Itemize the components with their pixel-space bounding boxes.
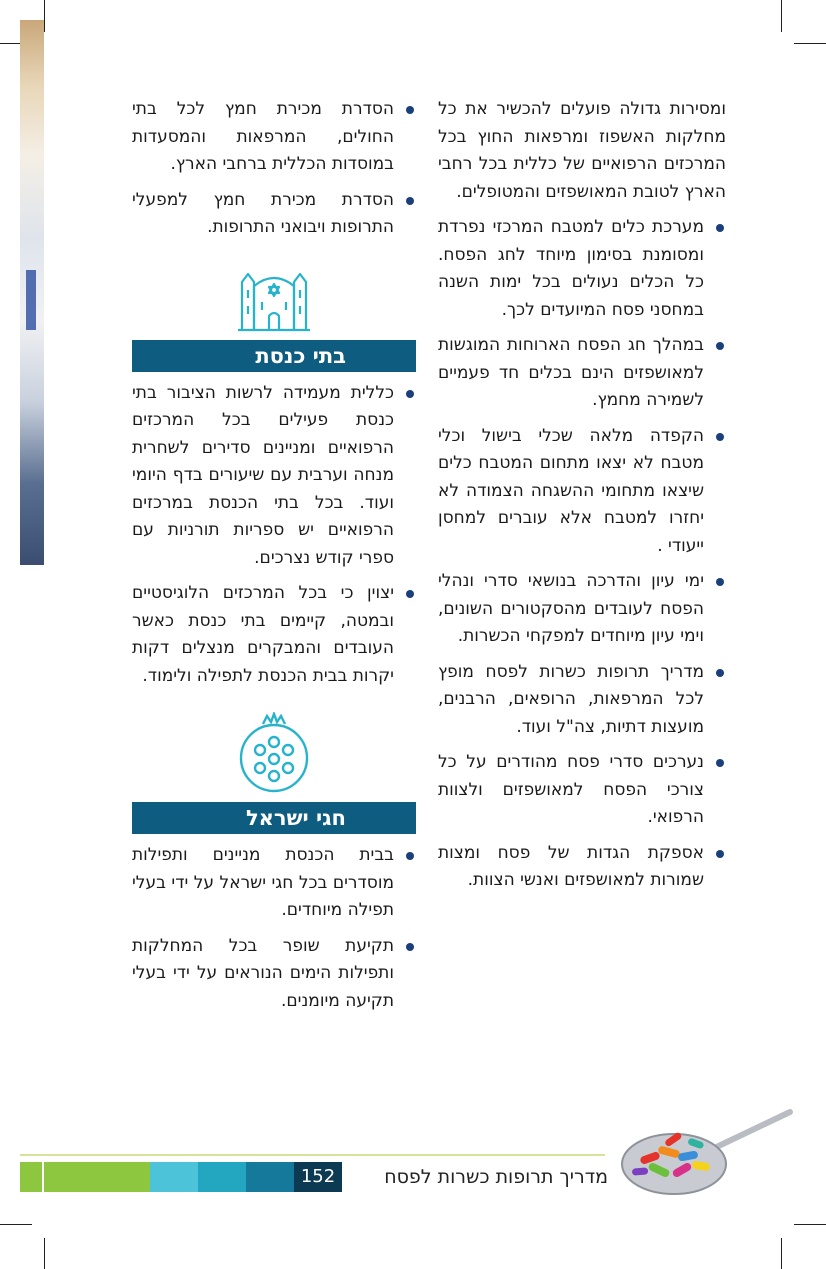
list-item-text: תקיעת שופר בכל המחלקות ותפילות הימים הנוראים על ידי בעלי תקיעה מיומנים. (132, 935, 394, 1011)
list-item (438, 840, 726, 895)
list-item-text: מדריך תרופות כשרות לפסח מופץ לכל המרפאות, הרופאים, הרבנים, מועצות דתיות, צה"ל ועוד. (438, 661, 704, 737)
bullet-dot (716, 578, 724, 586)
synagogue-icon (236, 262, 312, 332)
list-item-text: מערכת כלים למטבח המרכזי נפרדת ומסומנת בסימון מיוחד לחג הפסח. כל הכלים נעולים בכל ימות השנה במחסני פסח המיועדים לכך. (438, 217, 704, 320)
crop-mark (781, 1238, 782, 1269)
bullet-dot (406, 852, 414, 860)
list-item-text: במהלך חג הפסח הארוחות המוגשות למאושפזים הינם בכלים חד פעמיים לשמירה מחמץ. (438, 335, 704, 410)
left-top-bullet-list (132, 96, 416, 242)
crop-mark (44, 0, 45, 32)
footer-segment (44, 1162, 150, 1192)
bullet-dot (406, 390, 414, 398)
footer-segment (198, 1162, 246, 1192)
footer-segment (150, 1162, 198, 1192)
list-item (438, 423, 726, 561)
section-header-synagogues: בתי כנסת (132, 340, 416, 372)
page-number: 152 (294, 1162, 342, 1192)
list-item-text: ימי עיון והדרכה בנושאי סדרי ונהלי הפסח לעובדים מהסקטורים השונים, וימי עיון מיוחדים למפקחי הכשרות. (438, 571, 704, 646)
list-item (132, 933, 416, 1016)
bullet-dot (716, 224, 724, 232)
list-item (438, 749, 726, 832)
right-column (438, 96, 726, 903)
list-item-text: יצוין כי בכל המרכזים הלוגיסטיים ובמטה, קיימים בתי כנסת כאשר העובדים והמבקרים מנצלים דקות יקרות בבית הכנסת לתפילה ולימוד. (132, 583, 394, 686)
bullet-dot (406, 197, 414, 205)
section-header-holidays: חגי ישראל (132, 802, 416, 834)
bullet-dot (716, 759, 724, 767)
crop-mark (44, 1238, 45, 1269)
list-item-text: כללית מעמידה לרשות הציבור בתי כנסת פעילים בכל המרכזים הרפואיים ומניינים סדירים לשחרית מנחה וערבית עם שיעורים בדף היומי ועוד. בכל בתי הכנסת במרכזים הרפואיים יש ספריות תורניות עם ספרי קודש נצרכים. (132, 382, 394, 568)
list-item (132, 380, 416, 573)
bullet-dot (406, 106, 414, 114)
footer-title: מדריך תרופות כשרות לפסח (384, 1166, 608, 1188)
right-bullet-list (438, 214, 726, 895)
list-item (132, 842, 416, 925)
bullet-dot (406, 943, 414, 951)
list-item-text: הסדרת מכירת חמץ למפעלי התרופות ויבואני התרופות. (132, 189, 394, 237)
holidays-bullet-list (132, 842, 416, 1015)
footer-segment (20, 1162, 42, 1192)
continuation-paragraph: ומסירות גדולה פועלים להכשיר את כל מחלקות האשפוז ומרפאות החוץ בכל המרכזים הרפואיים של כללית בכל רחבי הארץ לטובת המאושפזים והמטופלים. (438, 99, 726, 202)
list-item (132, 187, 416, 242)
crop-mark (781, 0, 782, 32)
bullet-dot (716, 342, 724, 350)
crop-mark (794, 43, 826, 44)
bullet-dot (716, 669, 724, 677)
pomegranate-icon (233, 712, 315, 794)
synagogue-icon-box (132, 262, 416, 332)
pomegranate-icon-box (132, 712, 416, 794)
left-column (132, 96, 416, 1023)
footer-rule (20, 1154, 605, 1156)
list-item (132, 96, 416, 179)
list-item-text: הסדרת מכירת חמץ לכל בתי החולים, המרפאות והמסעדות במוסדות הכללית ברחבי הארץ. (132, 99, 394, 174)
list-item (132, 580, 416, 690)
crop-mark (794, 1224, 826, 1225)
list-item (438, 332, 726, 415)
list-item-text: בבית הכנסת מניינים ותפילות מוסדרים בכל חגי ישראל על ידי בעלי תפילה מיוחדים. (132, 845, 394, 920)
list-item (438, 659, 726, 742)
list-item-text: נערכים סדרי פסח מהודרים על כל צורכי הפסח למאושפזים ולצוות הרפואי. (438, 752, 704, 827)
list-item (438, 214, 726, 324)
footer-color-bar (20, 1162, 342, 1192)
footer-segment (246, 1162, 294, 1192)
list-item (438, 568, 726, 651)
bullet-dot (406, 590, 414, 598)
photo-strip (20, 20, 44, 565)
crop-mark (0, 1224, 32, 1225)
list-item-text: אספקת הגדות של פסח ומצות שמורות למאושפזים ואנשי הצוות. (438, 842, 704, 890)
list-item-text: הקפדה מלאה שכלי בישול וכלי מטבח לא יצאו מתחום המטבח כלים שיצאו מתחומי ההשגחה הצמודה לא יחזרו למטבח אלא עוברים למחסן ייעודי . (438, 425, 704, 556)
bullet-dot (716, 850, 724, 858)
synagogues-bullet-list (132, 380, 416, 691)
spoon-with-pills-icon (618, 1108, 796, 1198)
bullet-dot (716, 433, 724, 441)
